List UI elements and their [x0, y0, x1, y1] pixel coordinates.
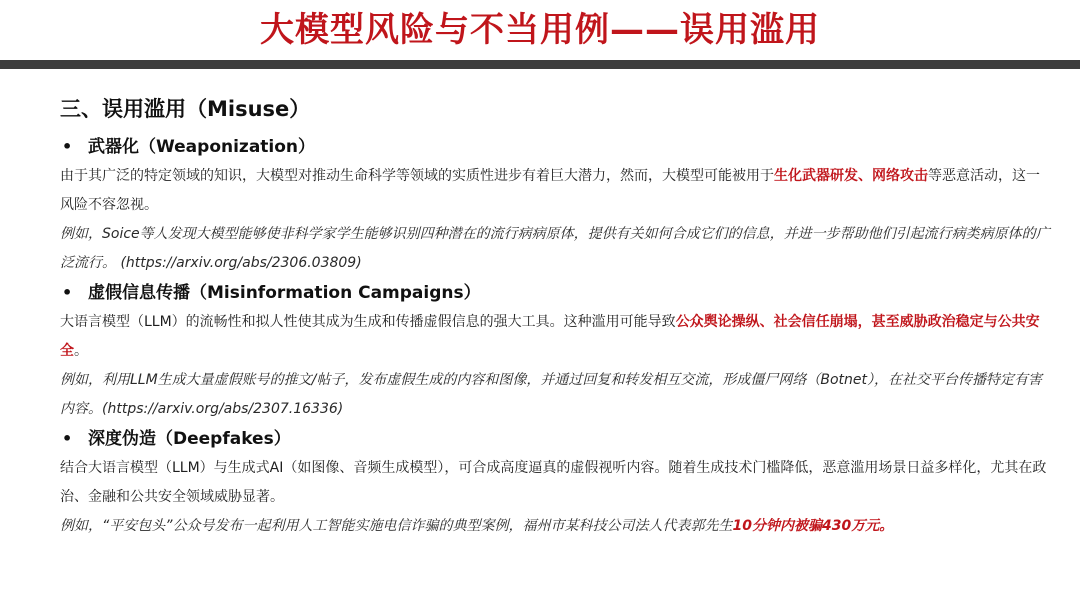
paragraph-text: 等恶意活动，这一风险不容忽视。 [60, 168, 1040, 213]
item-deepfakes [60, 424, 1050, 541]
example-body: 例如，利用LLM生成大量虚假账号的推文/帖子，发布虚假生成的内容和图像，并通过回复和转发相互交流，形成僵尸网络（Botnet），在社交平台传播特定有害内容。(https://arxiv.org/abs/2307.16336) [60, 372, 1043, 417]
example-text [60, 512, 1050, 541]
section-heading: 三、误用滥用（Misuse） [60, 97, 311, 121]
title-divider-bar [0, 60, 1080, 69]
paragraph-text: 由于其广泛的特定领域的知识，大模型对推动生命科学等领域的实质性进步有着巨大潜力，然而，大模型可能被用于 [60, 168, 774, 184]
paragraph-text: 。 [74, 343, 88, 359]
example-highlight: 10分钟内被骗430万元。 [732, 518, 894, 534]
example-body: 例如，“平安包头”公众号发布一起利用人工智能实施电信诈骗的典型案例，福州市某科技公司法人代表郭先生 [60, 518, 733, 534]
bullet-heading-text: 深度伪造（Deepfakes） [88, 429, 291, 449]
example-body: 例如，Soice等人发现大模型能够使非科学家学生能够识别四种潜在的流行病病原体，提供有关如何合成它们的信息，并进一步帮助他们引起流行病类病原体的广泛流行。 (https://arxiv.org/abs/2306.03809) [60, 226, 1050, 271]
paragraph [60, 454, 1050, 512]
bullet-icon: • [62, 137, 73, 156]
highlight-text: 公众舆论操纵、社会信任崩塌，甚至威胁政治稳定与公共安全 [60, 314, 1040, 359]
example-text [60, 366, 1050, 424]
bullet-heading [60, 278, 1050, 308]
main-content [60, 92, 1050, 541]
paragraph [60, 308, 1050, 366]
bullet-heading-text: 虚假信息传播（Misinformation Campaigns） [88, 283, 481, 303]
paragraph-text: 大语言模型（LLM）的流畅性和拟人性使其成为生成和传播虚假信息的强大工具。这种滥用可能导致 [60, 314, 676, 330]
paragraph-text: 结合大语言模型（LLM）与生成式AI（如图像、音频生成模型），可合成高度逼真的虚假视听内容。随着生成技术门槛降低，恶意滥用场景日益多样化，尤其在政治、金融和公共安全领域威胁显著。 [60, 460, 1047, 505]
bullet-heading [60, 132, 1050, 162]
item-misinformation [60, 278, 1050, 424]
paragraph [60, 162, 1050, 220]
page-title: 大模型风险与不当用例——误用滥用 [260, 10, 820, 50]
bullet-heading-text: 武器化（Weaponization） [88, 137, 316, 157]
example-text [60, 220, 1050, 278]
bullet-icon: • [62, 283, 73, 302]
highlight-text: 生化武器研发、网络攻击 [774, 168, 928, 184]
item-weaponization [60, 132, 1050, 278]
bullet-heading [60, 424, 1050, 454]
bullet-icon: • [62, 429, 73, 448]
